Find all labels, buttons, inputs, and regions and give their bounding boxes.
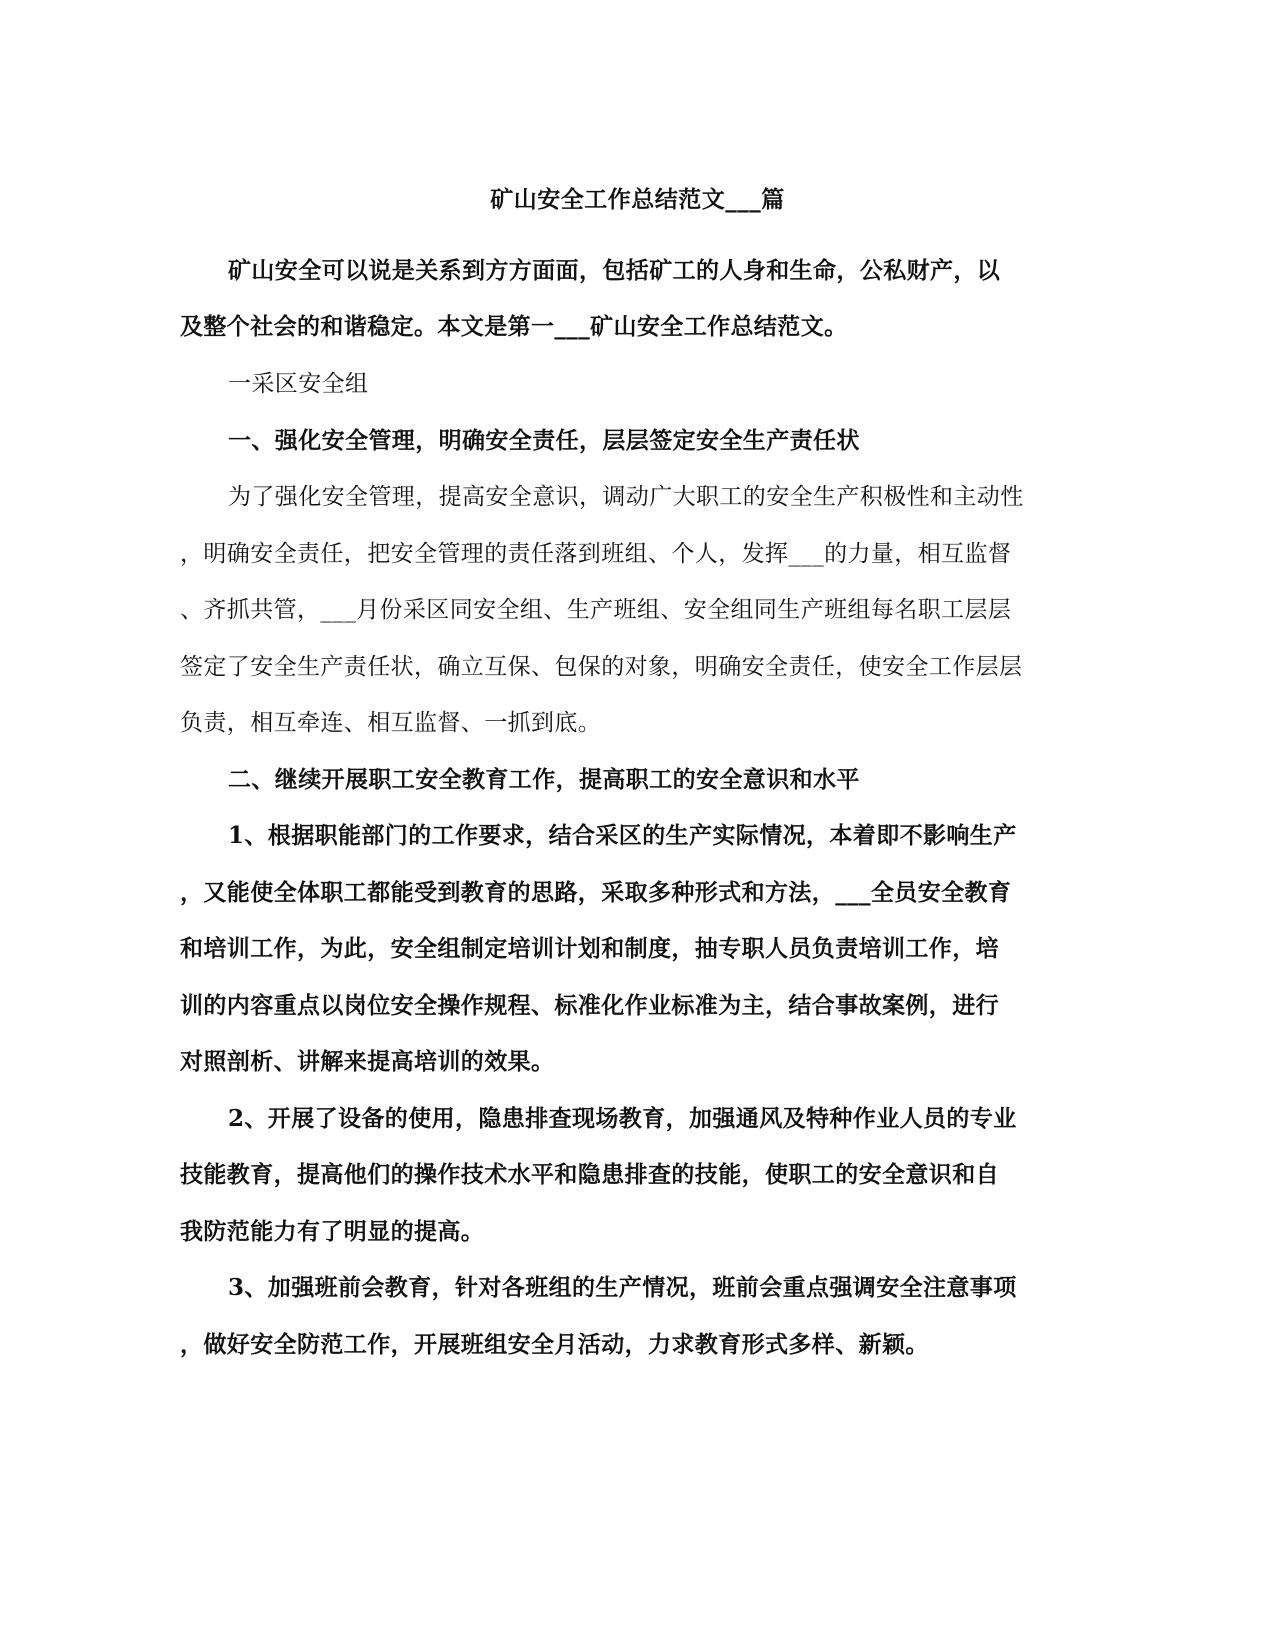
heading-2: 二、继续开展职工安全教育工作，提高职工的安全意识和水平: [228, 766, 860, 793]
paragraph-line: 技能教育，提高他们的操作技术水平和隐患排查的技能，使职工的安全意识和自: [180, 1161, 999, 1188]
paragraph-line: 为了强化安全管理，提高安全意识，调动广大职工的安全生产积极性和主动性: [228, 484, 1024, 510]
paragraph-line: 和培训工作，为此，安全组制定培训计划和制度，抽专职人员负责培训工作，培: [180, 935, 999, 962]
paragraph-line: ，做好安全防范工作，开展班组安全月活动，力求教育形式多样、新颖。: [180, 1331, 929, 1358]
document-title: 矿山安全工作总结范文___篇: [490, 186, 785, 213]
section-label: 一采区安全组: [228, 371, 369, 397]
paragraph-line: 及整个社会的和谐稳定。本文是第一___矿山安全工作总结范文。: [180, 313, 848, 340]
heading-1: 一、强化安全管理，明确安全责任，层层签定安全生产责任状: [228, 427, 860, 454]
paragraph-line: 负责，相互牵连、相互监督、一抓到底。: [180, 710, 602, 736]
paragraph-line: 签定了安全生产责任状，确立互保、包保的对象，明确安全责任，使安全工作层层: [180, 654, 1023, 680]
paragraph-line: 3、加强班前会教育，针对各班组的生产情况，班前会重点强调安全注意事项: [228, 1274, 1017, 1301]
paragraph-line: 2、开展了设备的使用，隐患排查现场教育，加强通风及特种作业人员的专业: [228, 1105, 1017, 1132]
paragraph-line: 对照剖析、讲解来提高培训的效果。: [180, 1048, 555, 1075]
paragraph-line: 我防范能力有了明显的提高。: [180, 1218, 485, 1245]
paragraph-line: ，明确安全责任，把安全管理的责任落到班组、个人，发挥___的力量，相互监督: [180, 541, 1012, 567]
paragraph-line: 矿山安全可以说是关系到方方面面，包括矿工的人身和生命，公私财产，以: [228, 257, 1001, 284]
paragraph-line: ，又能使全体职工都能受到教育的思路，采取多种形式和方法，___全员安全教育: [180, 879, 1012, 906]
paragraph-line: 、齐抓共管，___月份采区同安全组、生产班组、安全组同生产班组每名职工层层: [180, 597, 1012, 623]
paragraph-line: 1、根据职能部门的工作要求，结合采区的生产实际情况，本着即不影响生产: [228, 822, 1017, 849]
paragraph-line: 训的内容重点以岗位安全操作规程、标准化作业标准为主，结合事故案例，进行: [180, 992, 999, 1019]
